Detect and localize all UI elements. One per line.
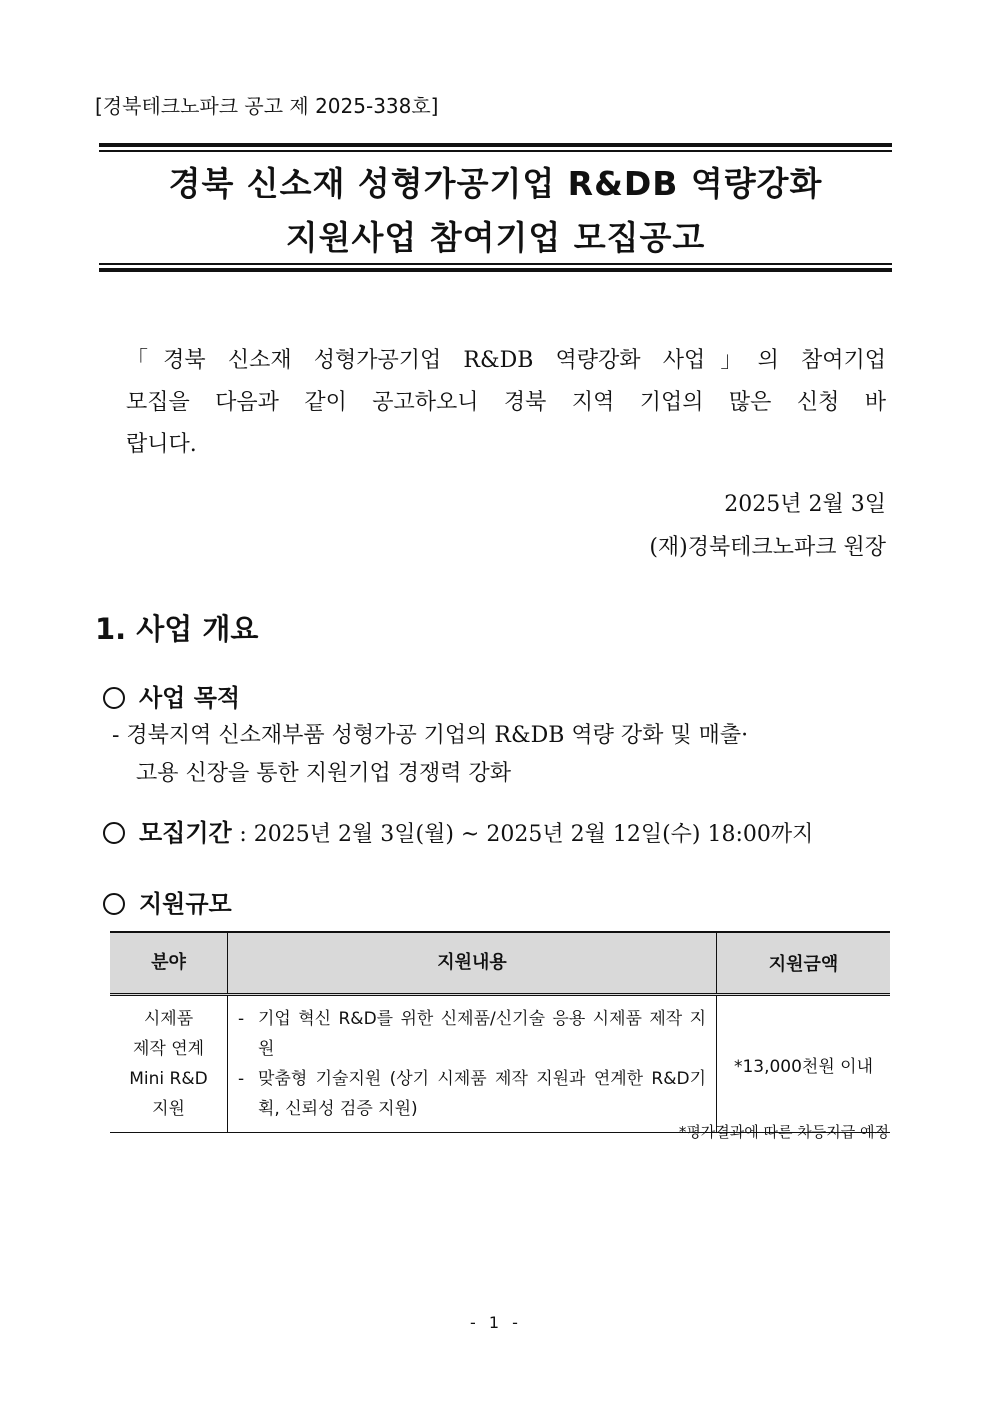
cell-amount: *13,000천원 이내 (717, 995, 891, 1133)
issuer-name: (재)경북테크노파크 원장 (649, 535, 886, 560)
table-header-row (110, 932, 890, 995)
title-top-rule-thin (99, 150, 892, 152)
header-field: 분야 (110, 932, 228, 995)
content-item (238, 1004, 706, 1064)
field-line: 시제품 (143, 1009, 194, 1029)
bullet-period (103, 813, 813, 848)
cell-content (228, 995, 717, 1133)
section-title: 1. 사업 개요 (95, 612, 259, 646)
title-bottom-rule (99, 268, 892, 272)
field-line: Mini R&D (129, 1069, 208, 1089)
intro-line3: 랍니다. (126, 432, 197, 457)
doc-title-line2: 지원사업 참여기업 모집공고 (285, 218, 706, 257)
content-item (238, 1064, 706, 1124)
scale-label: 지원규모 (139, 889, 232, 918)
purpose-line1: - 경북지역 신소재부품 성형가공 기업의 R&DB 역량 강화 및 매출· (112, 723, 749, 748)
intro-line1: 「경북 신소재 성형가공기업 R&DB 역량강화 사업」의 참여기업 (126, 348, 886, 373)
content-text: 기업 혁신 R&D를 위한 신제품/신기술 응용 시제품 제작 지원 (258, 1009, 706, 1059)
header-content: 지원내용 (228, 932, 717, 995)
circle-bullet-icon (103, 687, 125, 709)
bullet-scale (103, 884, 232, 919)
purpose-line2: 고용 신장을 통한 지원기업 경쟁력 강화 (136, 761, 511, 786)
dash-marker: - (238, 1069, 245, 1089)
circle-bullet-icon (103, 893, 125, 915)
purpose-label: 사업 목적 (139, 683, 241, 712)
notice-date: 2025년 2월 3일 (724, 492, 886, 517)
header-amount: 지원금액 (717, 932, 891, 995)
support-table (110, 931, 890, 1133)
page-number: - 1 - (470, 1313, 522, 1332)
field-line: 지원 (152, 1099, 185, 1119)
doc-title-line1: 경북 신소재 성형가공기업 R&DB 역량강화 (168, 164, 823, 203)
footnote: *평가결과에 따른 차등지급 예정 (678, 1123, 889, 1141)
field-line: 제작 연계 (132, 1039, 205, 1059)
intro-line2: 모집을 다음과 같이 공고하오니 경북 지역 기업의 많은 신청 바 (126, 390, 886, 415)
cell-field (110, 995, 228, 1133)
content-text: 맞춤형 기술지원 (상기 시제품 제작 지원과 연계한 R&D기획, 신뢰성 검증 지원) (258, 1069, 706, 1119)
table-row (110, 995, 890, 1133)
title-bottom-rule-thin (99, 263, 892, 265)
period-label: 모집기간 (139, 818, 232, 847)
bullet-purpose (103, 678, 240, 713)
notice-number: [경북테크노파크 공고 제 2025-338호] (95, 94, 439, 118)
period-value: : 2025년 2월 3일(월) ~ 2025년 2월 12일(수) 18:00까지 (239, 822, 814, 847)
dash-marker: - (238, 1009, 245, 1029)
circle-bullet-icon (103, 822, 125, 844)
title-top-rule (99, 143, 892, 147)
